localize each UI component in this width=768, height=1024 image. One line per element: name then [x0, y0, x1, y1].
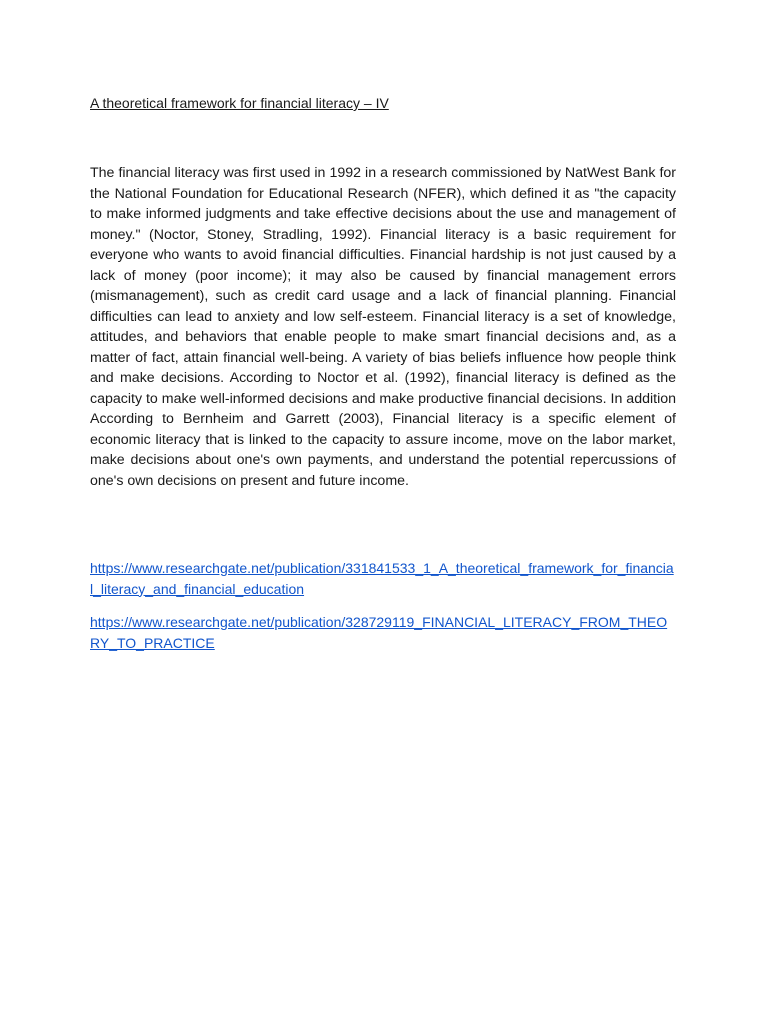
reference-link-2[interactable]: https://www.researchgate.net/publication/328729119_FINANCIAL_LITERACY_FROM_THEORY_TO_PRACTICE — [90, 614, 668, 651]
body-paragraph: The financial literacy was first used in 1992 in a research commissioned by NatWest Bank for the National Foundation for Educational Research (NFER), which defined it as "the capacity to make informed judgments and take effective decisions about the use and management of money." (Noctor, Stoney, Stradling, 1992). Financial literacy is a basic requirement for everyone who wants to avoid financial difficulties. Financial hardship is not just caused by a lack of money (poor income); it may also be caused by financial management errors (mismanagement), such as credit card usage and a lack of financial planning. Financial difficulties can lead to anxiety and low self-esteem. Financial literacy is a set of knowledge, attitudes, and behaviors that enable people to make smart financial decisions and, as a matter of fact, attain financial well-being. A variety of bias beliefs influence how people think and make decisions. According to Noctor et al. (1992), financial literacy is defined as the capacity to make well-informed decisions and make productive financial decisions. In addition According to Bernheim and Garrett (2003), Financial literacy is a specific element of economic literacy that is linked to the capacity to assure income, move on the labor market, make decisions about one's own payments, and understand the potential repercussions of one's own decisions on present and future income. — [90, 165, 676, 489]
reference-link-1[interactable]: https://www.researchgate.net/publication/331841533_1_A_theoretical_framework_for_financial_literacy_and_financial_education — [90, 560, 674, 597]
document-title: A theoretical framework for financial literacy – IV — [90, 95, 389, 111]
